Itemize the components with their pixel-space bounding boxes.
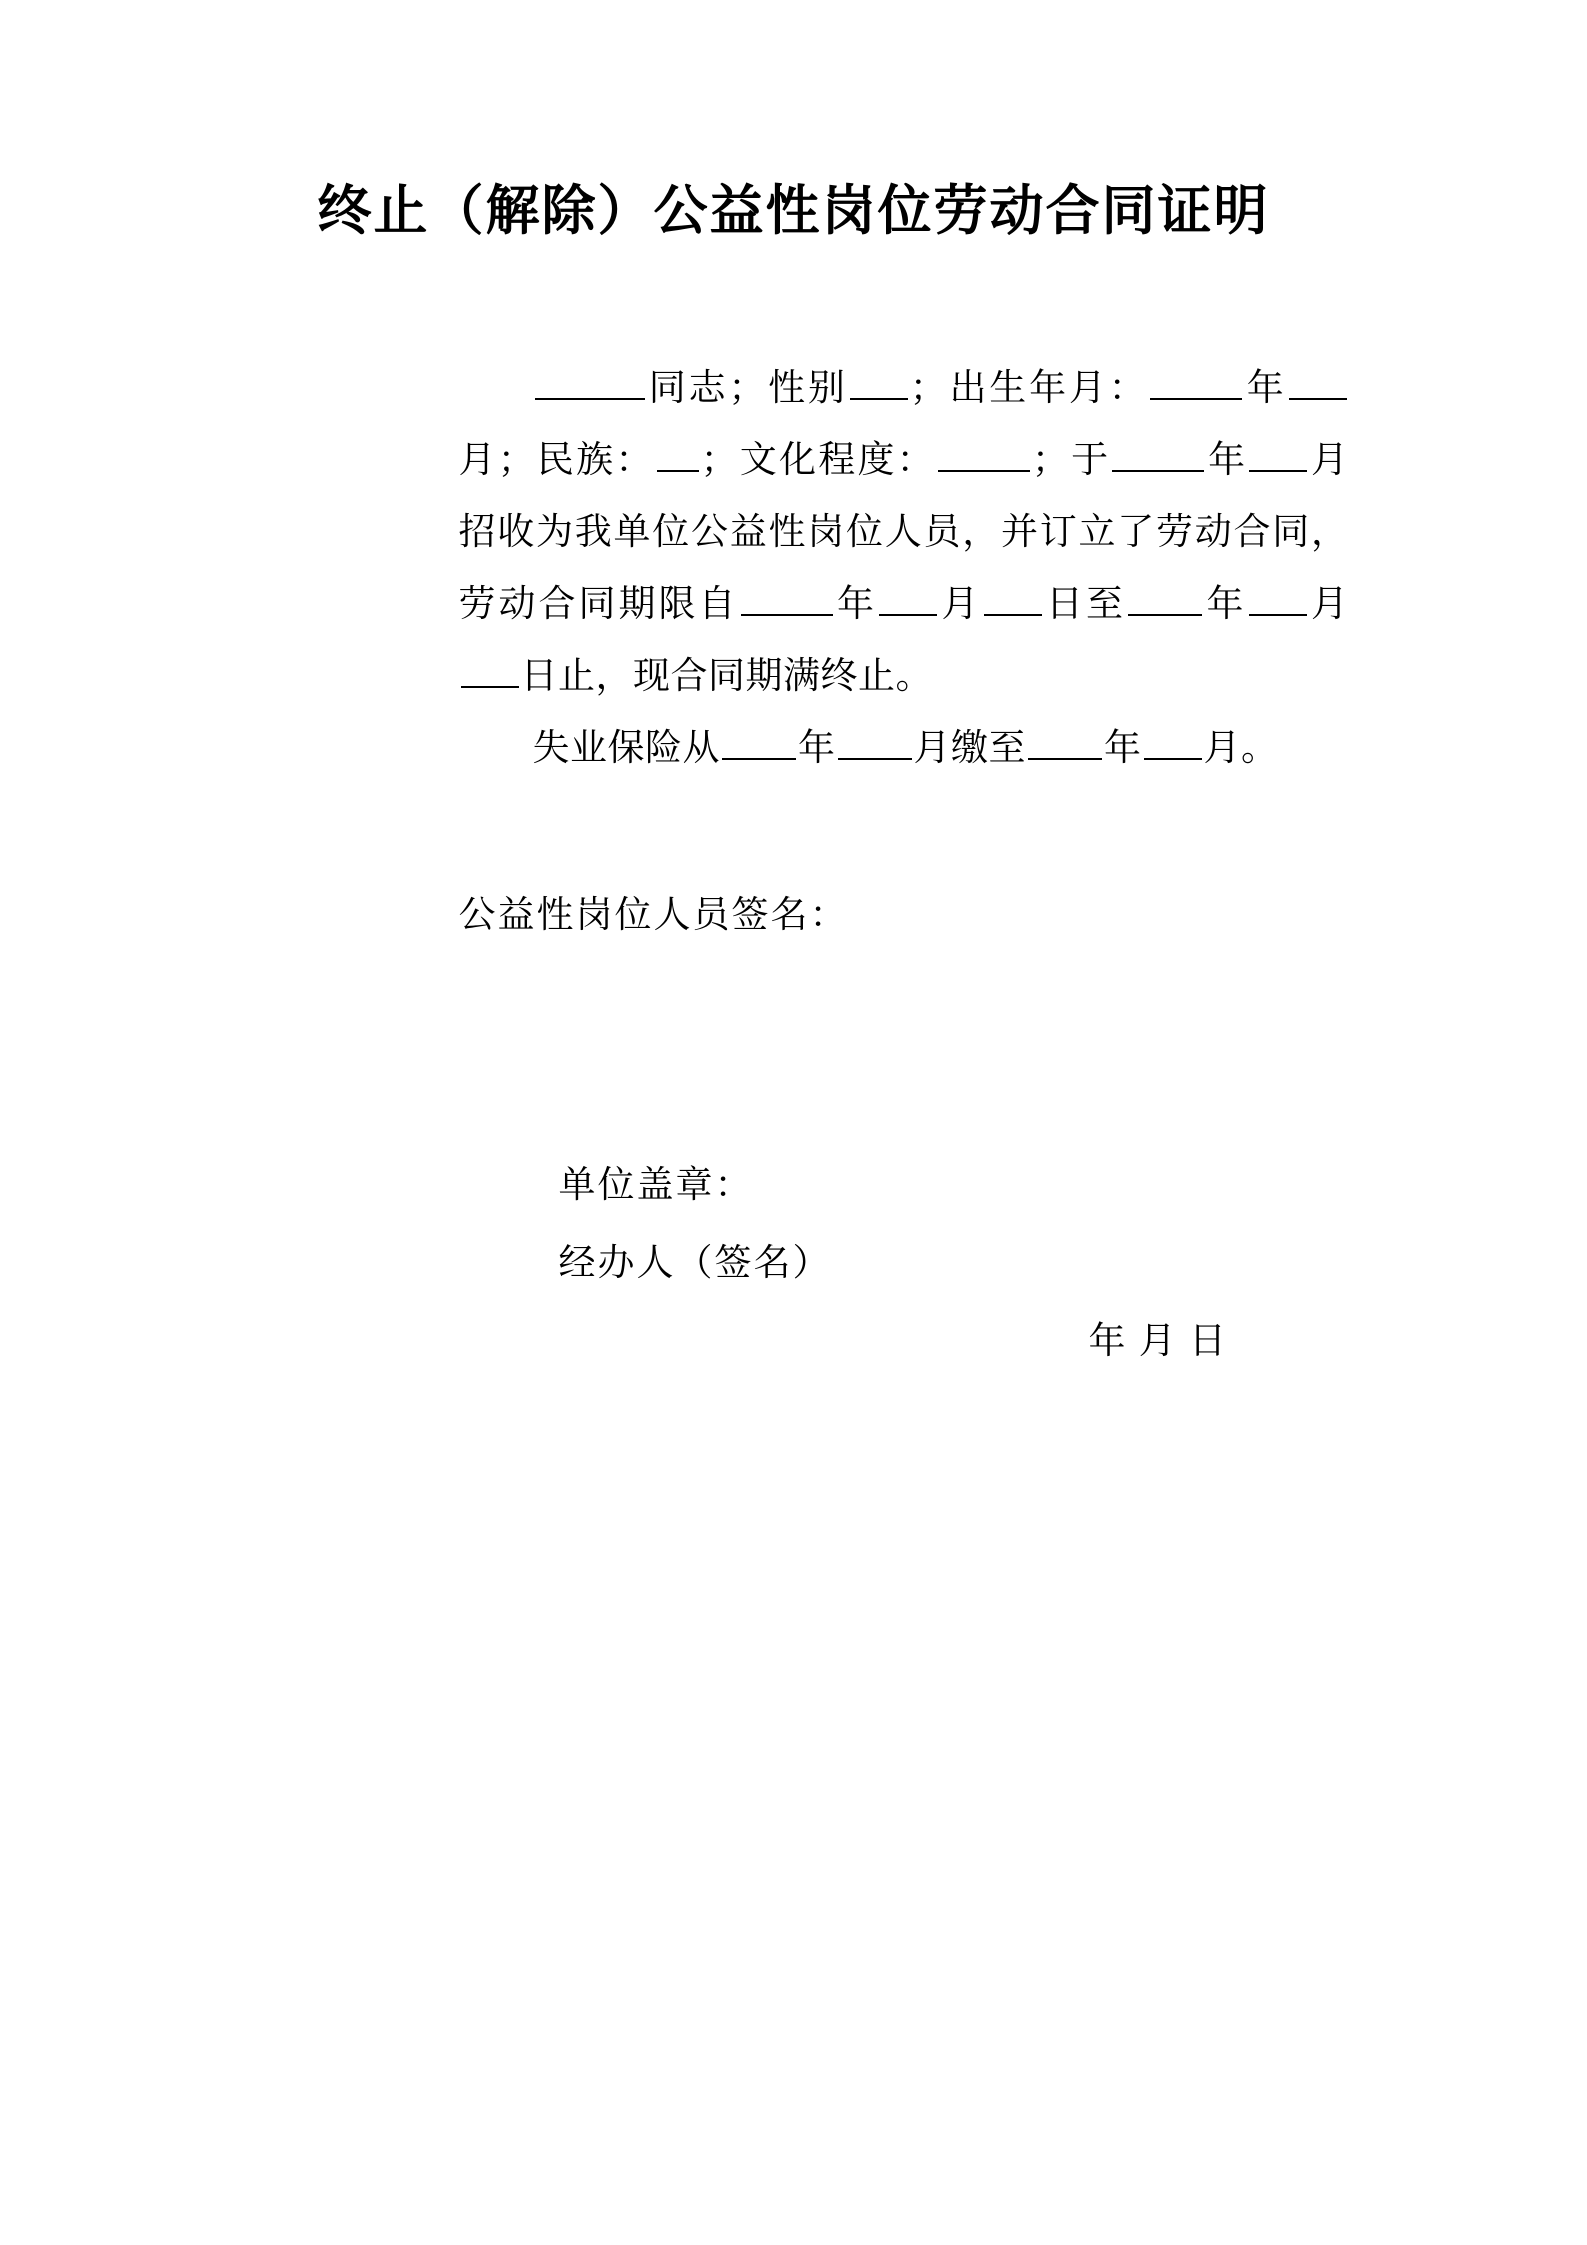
date-line: 年 月 日 [1088,1320,1228,1362]
fill-in-blank[interactable] [1150,364,1242,400]
paragraph-1-content [459,368,1349,697]
text-run: ；出生年月： [909,367,1149,409]
text-run: 年 [1244,367,1287,409]
text-run: 年 [1206,439,1248,481]
fill-in-blank[interactable] [938,436,1030,472]
fill-in-blank[interactable] [1249,580,1307,616]
text-run: 月 [1308,583,1349,625]
fill-in-blank[interactable] [838,724,912,760]
fill-in-blank[interactable] [879,580,937,616]
text-run: 失业保险从 [532,727,720,769]
text-run: 年 [798,727,836,769]
fill-in-blank[interactable] [722,724,796,760]
text-run: 同志；性别 [646,367,848,409]
fill-in-blank[interactable] [741,580,833,616]
fill-in-blank[interactable] [984,580,1042,616]
page-title: 终止（解除）公益性岗位劳动合同证明 [317,178,1270,242]
company-seal-label: 单位盖章： [558,1164,754,1206]
text-run: 月招收为我单位公益性岗位人员，并订立了劳动合同，劳动合同期限自 [458,439,1349,625]
text-run: 月；民族： [458,439,655,481]
text-run: ；于 [1031,439,1111,481]
fill-in-blank[interactable] [1249,436,1307,472]
seal-block [459,1147,1349,1381]
paragraph-contract-details [459,353,1349,713]
text-run: 月缴至 [913,727,1026,769]
text-run: 日止，现合同期满终止。 [520,655,933,697]
fill-in-blank[interactable] [461,652,519,688]
text-run: 月 [939,583,982,625]
fill-in-blank[interactable] [850,364,908,400]
text-run: 月。 [1203,727,1279,769]
handler-signature-label: 经办人（签名） [558,1242,832,1284]
document-body [239,353,1349,1381]
text-run: 年 [834,583,877,625]
text-run: 年 [1204,583,1247,625]
fill-in-blank[interactable] [1144,724,1202,760]
fill-in-blank[interactable] [1028,724,1102,760]
worker-signature-label: 公益性岗位人员签名： [458,894,849,936]
fill-in-blank[interactable] [1128,580,1202,616]
text-run: ；文化程度： [700,439,936,481]
fill-in-blank[interactable] [535,364,645,400]
fill-in-blank[interactable] [1112,436,1204,472]
fill-in-blank[interactable] [1289,364,1347,400]
text-run: 日至 [1043,583,1126,625]
paragraph-unemployment-insurance [459,713,1349,785]
fill-in-blank[interactable] [657,436,699,472]
text-run: 年 [1104,727,1142,769]
paragraph-2-content [533,728,1279,769]
